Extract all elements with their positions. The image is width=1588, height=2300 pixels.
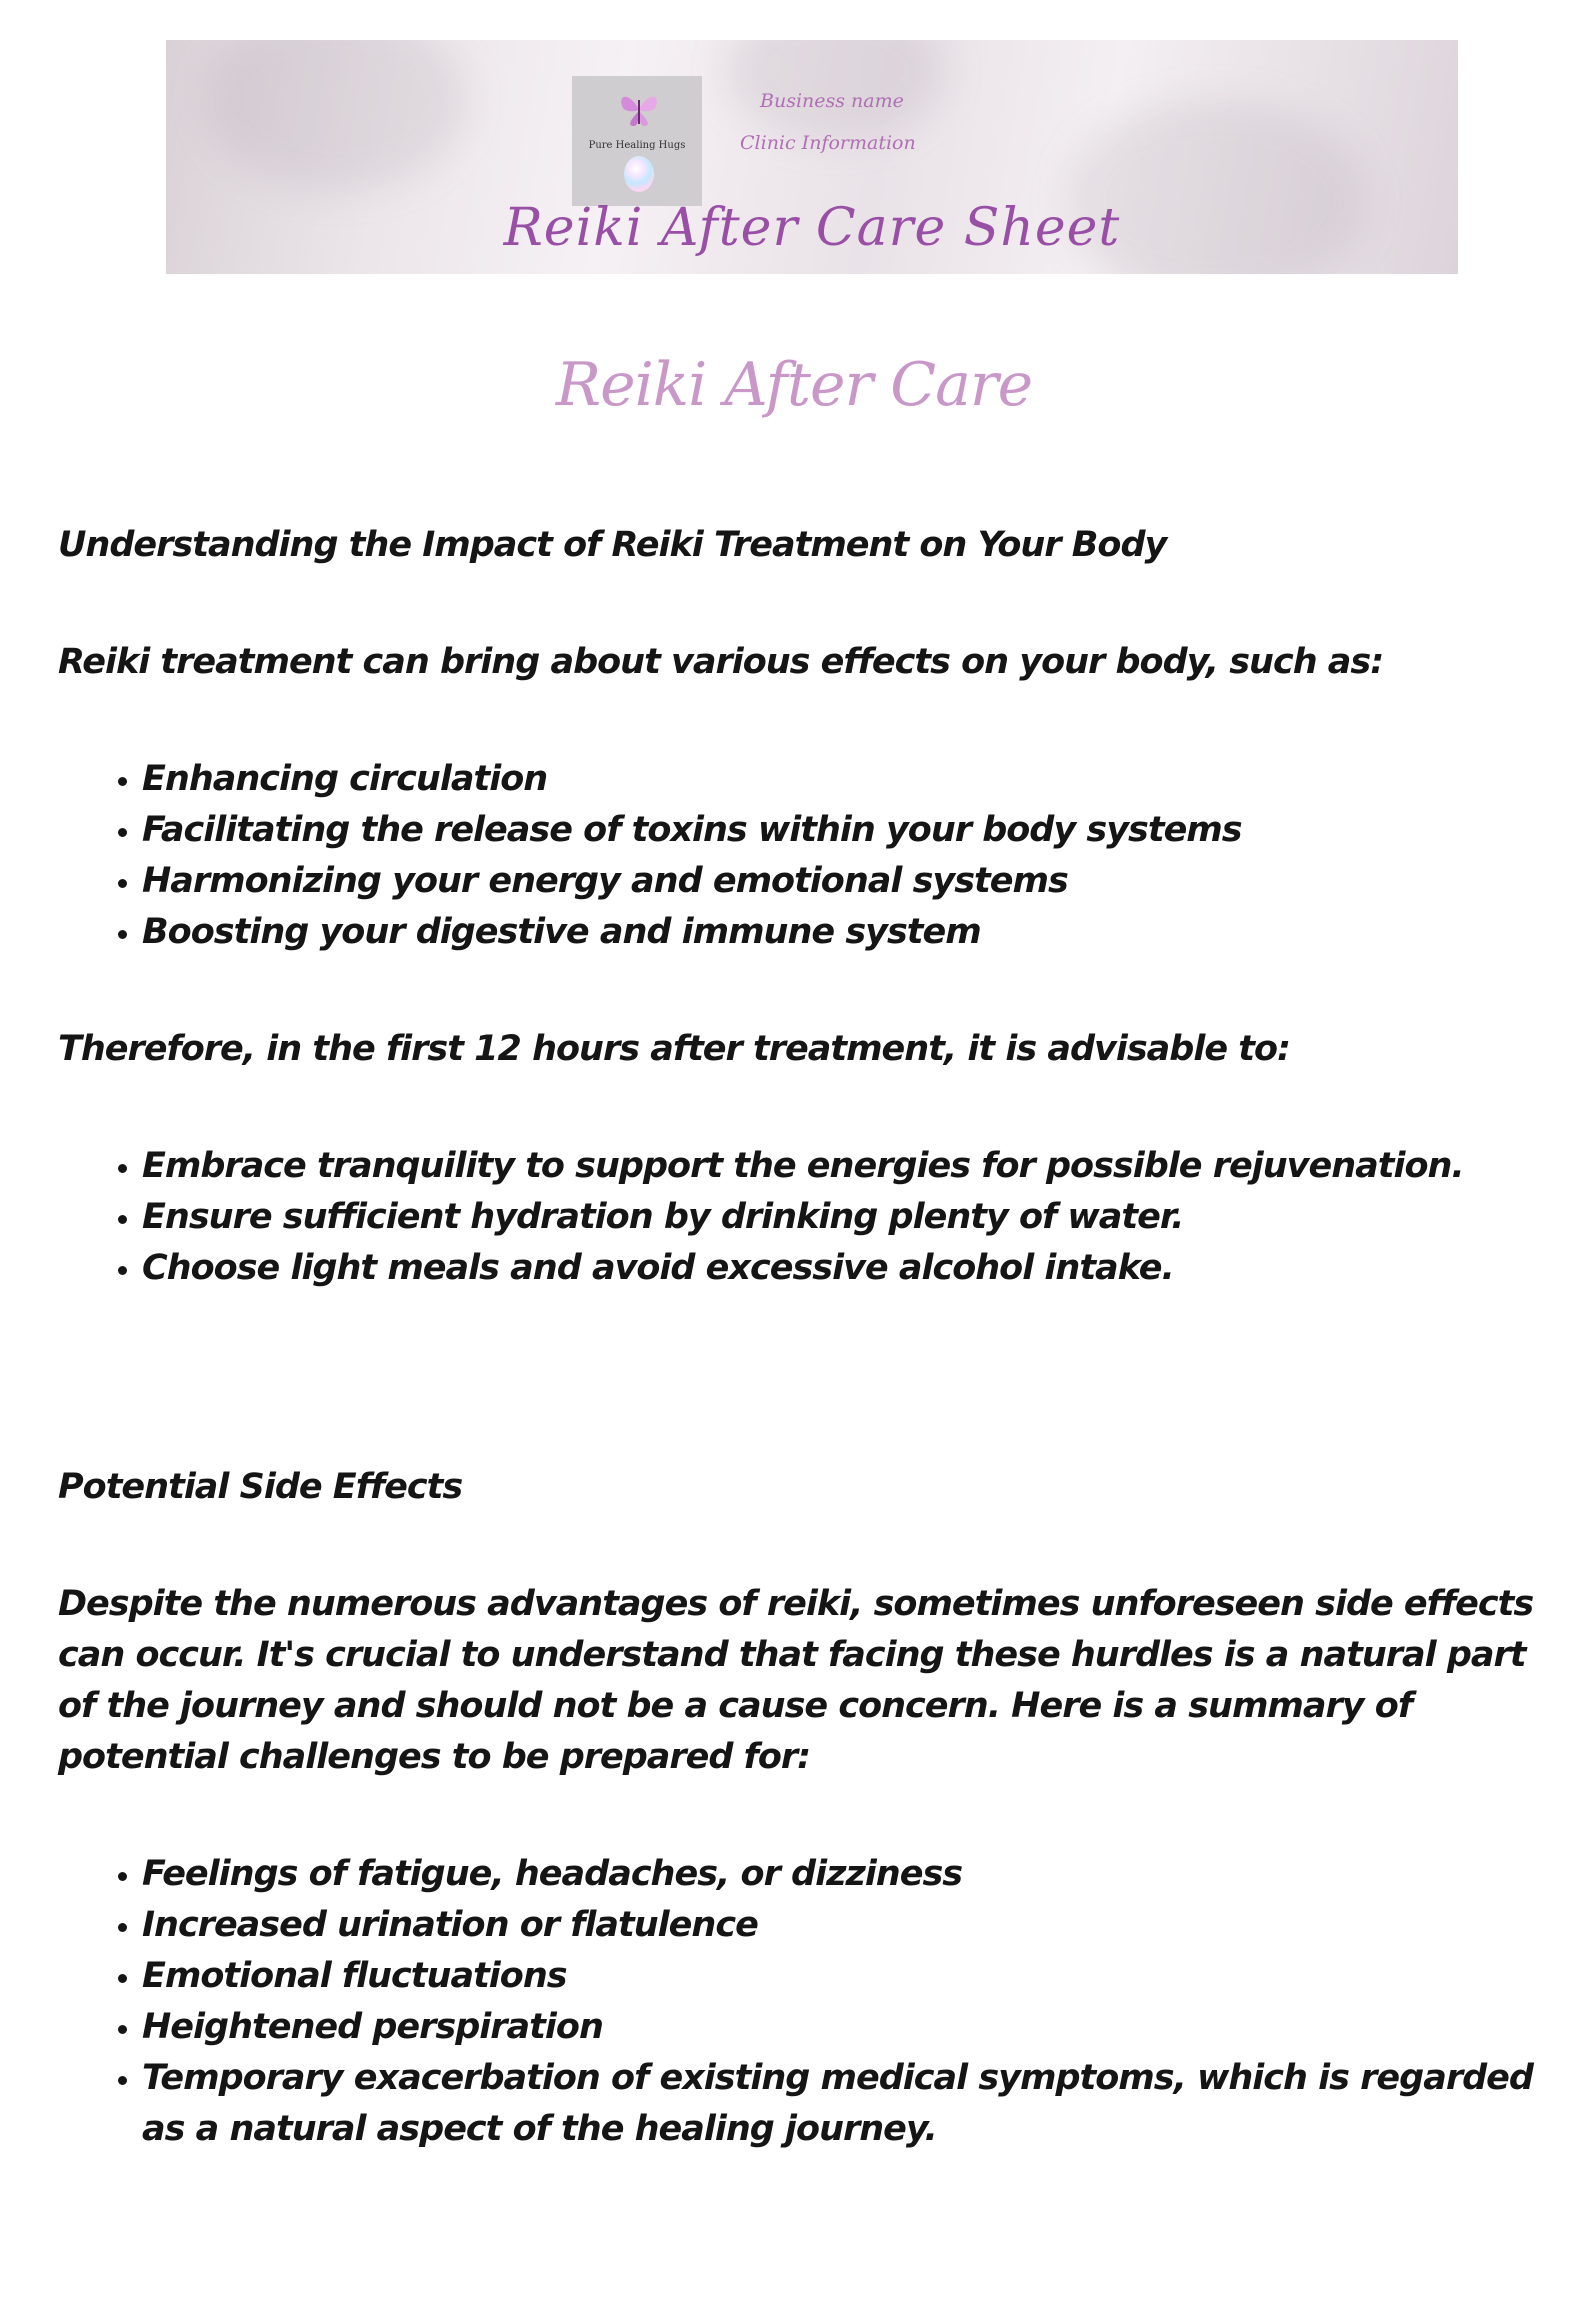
header-banner	[166, 40, 1458, 274]
list-item: • Emotional fluctuations	[142, 1951, 1558, 2002]
advice-intro: Therefore, in the first 12 hours after treatment, it is advisable to:	[58, 1029, 1291, 1069]
side-effects-heading: Potential Side Effects	[58, 1467, 463, 1507]
list-item: • Enhancing circulation	[142, 754, 1558, 805]
advice-list	[58, 1141, 1558, 1294]
list-item: • Heightened perspiration	[142, 2002, 1558, 2053]
effects-list	[58, 754, 1558, 958]
side-effects-list	[58, 1849, 1558, 2155]
clinic-information: Clinic Information	[740, 132, 916, 154]
crystal-orb-icon	[624, 156, 654, 192]
side-effects-paragraph: Despite the numerous advantages of reiki, sometimes unforeseen side effects can occur. It's crucial to understand that facing these hurdles is a natural part of the journey and should not be a cause concern. Here is a summary of potential challenges to be prepared for:	[58, 1584, 1534, 1777]
list-item: • Embrace tranquility to support the energies for possible rejuvenation.	[142, 1141, 1558, 1192]
section-heading: Understanding the Impact of Reiki Treatment on Your Body	[58, 525, 1167, 565]
business-name: Business name	[760, 90, 904, 112]
logo-text: Pure Healing Hugs	[588, 140, 686, 151]
page-title: Reiki After Care	[555, 350, 1033, 420]
list-item: • Ensure sufficient hydration by drinking plenty of water.	[142, 1192, 1558, 1243]
list-item: • Choose light meals and avoid excessive alcohol intake.	[142, 1243, 1558, 1294]
banner-title: Reiki After Care Sheet	[503, 198, 1121, 258]
list-item: • Boosting your digestive and immune system	[142, 907, 1558, 958]
list-item: • Harmonizing your energy and emotional systems	[142, 856, 1558, 907]
section-intro: Reiki treatment can bring about various effects on your body, such as:	[58, 642, 1384, 682]
list-item: • Facilitating the release of toxins within your body systems	[142, 805, 1558, 856]
butterfly-icon	[616, 90, 662, 130]
banner-shadow	[206, 40, 466, 190]
list-item: • Increased urination or flatulence	[142, 1900, 1558, 1951]
list-item: • Temporary exacerbation of existing medical symptoms, which is regarded as a natural aspect of the healing journey.	[142, 2053, 1558, 2155]
business-logo	[572, 76, 702, 206]
document-body	[58, 520, 1558, 2155]
list-item: • Feelings of fatigue, headaches, or dizziness	[142, 1849, 1558, 1900]
